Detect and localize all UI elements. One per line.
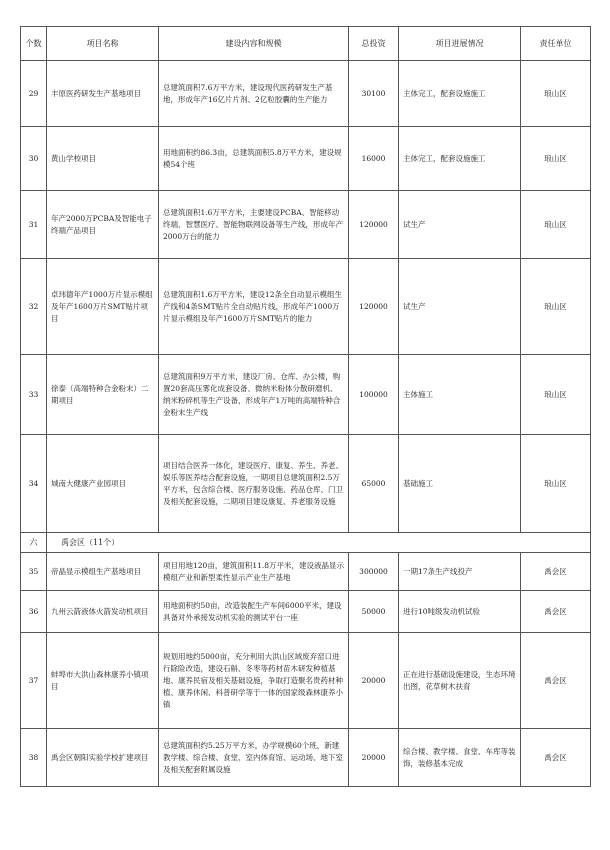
header-progress: 项目进展情况 (399, 27, 521, 61)
row-no: 35 (21, 553, 47, 591)
row-unit: 禹会区 (521, 633, 591, 729)
row-content: 规划用地约5000亩，充分利用大洪山区域废弃窑口进行除险改造，建设石斛、冬枣等药材苗木研发种植基地、康养民宿及相关基础设施，争取打造聚名贵药材种植、康养休闲、科普研学等于一体的国家级森林康养小镇 (159, 633, 349, 729)
row-progress: 主体施工 (399, 355, 521, 435)
header-seq: 个数 (21, 27, 47, 61)
row-progress: 主体完工，配套设施施工 (399, 127, 521, 191)
row-progress: 试生产 (399, 259, 521, 355)
table-row (21, 61, 591, 127)
row-name: 蚌埠市大洪山森林康养小镇项目 (47, 633, 159, 729)
header-content: 建设内容和规模 (159, 27, 349, 61)
row-unit: 禹会区 (521, 591, 591, 633)
header-name: 项目名称 (47, 27, 159, 61)
row-investment: 65000 (349, 435, 399, 533)
row-unit: 禹会区 (521, 553, 591, 591)
row-investment: 16000 (349, 127, 399, 191)
row-content: 总建筑面积7.6万平方米，建设现代医药研发生产基地，形成年产16亿片片剂、2亿粒胶囊的生产能力 (159, 61, 349, 127)
row-investment: 30100 (349, 61, 399, 127)
row-no: 38 (21, 729, 47, 787)
table-row (21, 553, 591, 591)
table-row (21, 729, 591, 787)
row-name: 禹会区朝阳实验学校扩建项目 (47, 729, 159, 787)
row-no: 37 (21, 633, 47, 729)
row-unit: 琅山区 (521, 355, 591, 435)
header-unit: 责任单位 (521, 27, 591, 61)
row-investment: 50000 (349, 591, 399, 633)
row-name: 黄山学校项目 (47, 127, 159, 191)
row-name: 卓玮德年产1000万片显示模组及年产1600万片SMT贴片项目 (47, 259, 159, 355)
table-row (21, 435, 591, 533)
row-unit: 琅山区 (521, 435, 591, 533)
project-table (20, 26, 591, 787)
header-investment: 总投资 (349, 27, 399, 61)
row-progress: 进行10吨级发动机试验 (399, 591, 521, 633)
section-row (21, 533, 591, 553)
row-progress: 正在进行基础设施建设，生态环境出图，花草树木扶育 (399, 633, 521, 729)
row-no: 34 (21, 435, 47, 533)
row-content: 总建筑面积1.6万平方米，建设12条全自动显示模组生产线和4条SMT贴片全自动贴片线，形成年产1000万片显示模组及年产1600万片SMT贴片的能力 (159, 259, 349, 355)
row-progress: 综合楼、教学楼、食堂、车库等装饰，装修基本完成 (399, 729, 521, 787)
row-progress: 主体完工，配套设施施工 (399, 61, 521, 127)
row-content: 项目结合医养一体化，建设医疗、康复、养生、养老、娱乐等医养结合配套设施，一期项目总建筑面积2.5万平方米，包含综合楼、医疗服务设施、药品仓库、门卫及相关配套设施，二期项目建设康复、养老服务设施 (159, 435, 349, 533)
row-unit: 禹会区 (521, 729, 591, 787)
row-no: 30 (21, 127, 47, 191)
row-unit: 琅山区 (521, 61, 591, 127)
row-investment: 20000 (349, 729, 399, 787)
table-row (21, 191, 591, 259)
row-no: 32 (21, 259, 47, 355)
row-name: 徐泰（高端特种合金粉末）二期项目 (47, 355, 159, 435)
header-row (21, 27, 591, 61)
row-unit: 琅山区 (521, 127, 591, 191)
row-investment: 20000 (349, 633, 399, 729)
section-no: 六 (21, 533, 47, 553)
row-name: 九州云箭液体火箭发动机项目 (47, 591, 159, 633)
row-name: 帝晶显示模组生产基地项目 (47, 553, 159, 591)
row-name: 丰原医药研发生产基地项目 (47, 61, 159, 127)
row-content: 总建筑面积约5.25万平方米，办学规模60个班，新建教学楼、综合楼、食堂、室内体育馆、运动场、地下室及相关配套附属设施 (159, 729, 349, 787)
row-name: 城南大健康产业园项目 (47, 435, 159, 533)
row-investment: 120000 (349, 259, 399, 355)
row-content: 总建筑面积9万平方米，建设厂房、仓库、办公楼，购置20套高压雾化成套设备、微纳米粉体分散研磨机、纳米粉碎机等生产设备，形成年产1万吨的高端特种合金粉末生产线 (159, 355, 349, 435)
row-no: 29 (21, 61, 47, 127)
row-no: 31 (21, 191, 47, 259)
row-no: 36 (21, 591, 47, 633)
row-progress: 基础施工 (399, 435, 521, 533)
section-title: 禹会区（11个） (47, 533, 591, 553)
table-row (21, 259, 591, 355)
table-row (21, 591, 591, 633)
row-content: 用地面积约86.3亩，总建筑面积5.8万平方米，建设规模54个班 (159, 127, 349, 191)
row-content: 总建筑面积1.6万平方米，主要建设PCBA、智能移动终端、智慧医疗、智能物联网设备等生产线，形成年产2000万台的能力 (159, 191, 349, 259)
row-progress: 试生产 (399, 191, 521, 259)
row-progress: 一期17条生产线投产 (399, 553, 521, 591)
row-content: 项目用地120亩，建筑面积11.8万平米，建设液晶显示模组产业和新型柔性显示产业生产基地 (159, 553, 349, 591)
row-name: 年产2000万PCBA及智能电子终端产品项目 (47, 191, 159, 259)
row-investment: 120000 (349, 191, 399, 259)
row-investment: 100000 (349, 355, 399, 435)
row-unit: 琅山区 (521, 259, 591, 355)
row-no: 33 (21, 355, 47, 435)
table-row (21, 127, 591, 191)
table-row (21, 355, 591, 435)
row-content: 用地面积约50亩，改造装配生产车间6000平米，建设具备对外承接发动机实验的测试平台一座 (159, 591, 349, 633)
row-investment: 300000 (349, 553, 399, 591)
row-unit: 琅山区 (521, 191, 591, 259)
table-row (21, 633, 591, 729)
